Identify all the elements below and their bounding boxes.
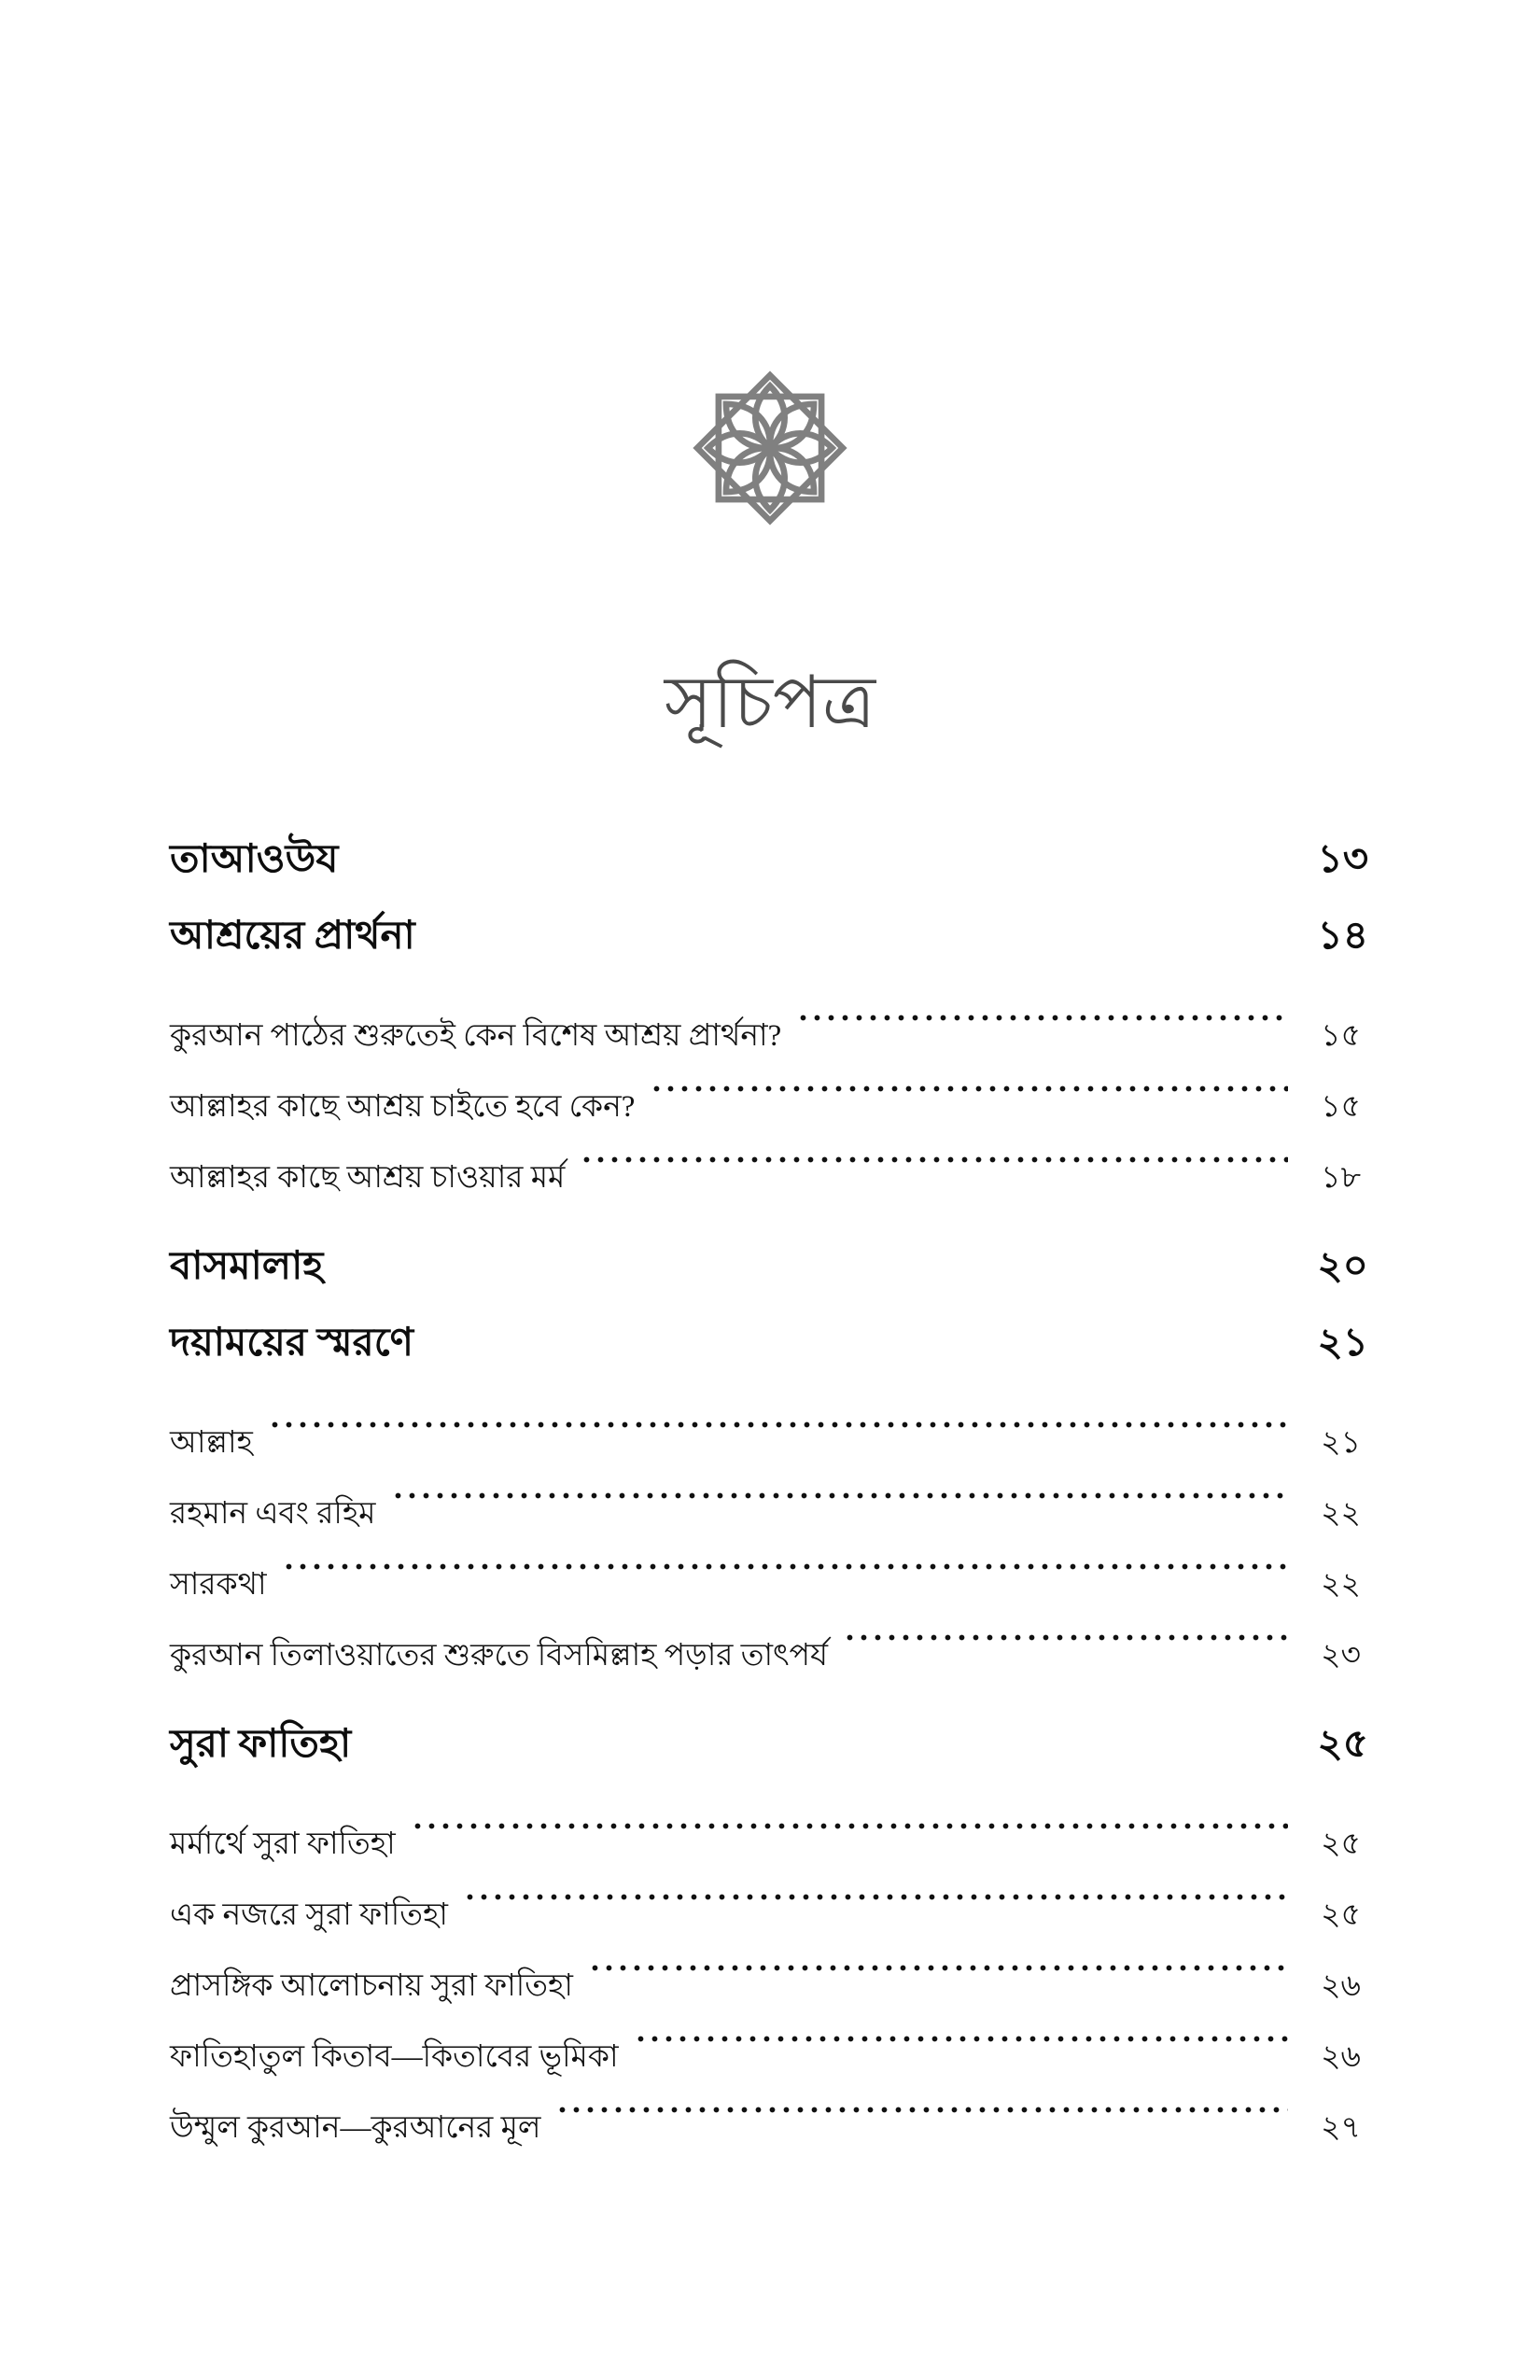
eight-pointed-star-flower-icon: [681, 359, 859, 537]
toc-section-label: দয়াময়ের স্মরণে: [170, 1322, 413, 1365]
toc-leader: [580, 1116, 1288, 1187]
toc-section-row[interactable]: [170, 898, 1374, 974]
toc-section-label: বাসমালাহ: [170, 1245, 324, 1288]
ornament-container: [0, 359, 1540, 537]
toc-entry-page: ২৫: [1321, 1827, 1361, 1861]
toc-entry-label: এক নজরে সুরা ফাতিহা: [170, 1898, 448, 1932]
toc-section-label: তাআওউয: [170, 838, 339, 881]
toc-entry-row[interactable]: [170, 1381, 1374, 1460]
toc-entry-page: ১৫: [1321, 1019, 1361, 1053]
toc-group: [170, 1305, 1374, 1673]
toc-section-label: আশ্রয়ের প্রার্থনা: [170, 915, 415, 958]
toc-section-row[interactable]: [170, 1305, 1374, 1381]
toc-leader: [268, 1381, 1288, 1452]
toc-leader: [411, 1783, 1288, 1854]
toc-section-page: ২০: [1317, 1245, 1368, 1288]
toc-section-row[interactable]: [170, 1706, 1374, 1783]
toc-section-row[interactable]: [170, 821, 1374, 898]
toc-entry-page: ২১: [1321, 1426, 1361, 1460]
toc-leader: [463, 1854, 1288, 1925]
toc-entry-label: কুরআন পাঠের শুরুতেই কেন বিশেষ আশ্রয় প্রার্থনা?: [170, 1019, 782, 1053]
toc-group: [170, 821, 1374, 898]
toc-entry-label: আল্লাহর কাছে আশ্রয় চাওয়ার মর্ম: [170, 1161, 566, 1195]
toc-section-page: ২১: [1317, 1322, 1368, 1365]
toc-section-page: ২৫: [1317, 1723, 1368, 1766]
toc-entry-row[interactable]: [170, 1594, 1374, 1673]
toc-leader: [282, 1523, 1288, 1594]
toc-entry-label: প্রাসঙ্গিক আলোচনায় সুরা ফাতিহা: [170, 1969, 573, 2003]
toc-section-page: ১৪: [1317, 915, 1368, 958]
toc-entry-page: ২৭: [1321, 2111, 1361, 2145]
toc-entry-page: ১৫: [1321, 1090, 1361, 1124]
toc-entry-page: ২২: [1321, 1497, 1361, 1531]
toc-group: [170, 898, 1374, 1195]
toc-entry-label: সারকথা: [170, 1568, 267, 1602]
toc-entry-page: ২৩: [1321, 1639, 1361, 1673]
toc-leader: [634, 1995, 1288, 2066]
toc-section-page: ১৩: [1317, 838, 1368, 881]
toc-group: [170, 1706, 1374, 2145]
toc-entry-label: মর্মার্থে সুরা ফাতিহা: [170, 1827, 396, 1861]
toc-section-label: সুরা ফাতিহা: [170, 1723, 352, 1766]
toc-entry-label: কুরআন তিলাওয়াতের শুরুতে বিসমিল্লাহ পড়ার তাৎপর্য: [170, 1639, 829, 1673]
toc-entry-label: আল্লাহর কাছে আশ্রয় চাইতে হবে কেন?: [170, 1090, 636, 1124]
toc-leader: [650, 1045, 1288, 1116]
toc-entry-row[interactable]: [170, 974, 1374, 1053]
toc-leader: [588, 1925, 1288, 1995]
toc-entry-page: ২৬: [1321, 2040, 1361, 2074]
toc-entry-label: উম্মুল কুরআন—কুরআনের মূল: [170, 2111, 541, 2145]
toc-group: [170, 1228, 1374, 1305]
table-of-contents: [170, 821, 1374, 2145]
toc-entry-row[interactable]: [170, 1523, 1374, 1602]
toc-entry-row[interactable]: [170, 1452, 1374, 1531]
page-title: সূচিপত্র: [664, 662, 876, 743]
toc-leader: [555, 2066, 1288, 2137]
toc-entry-label: রহমান এবং রহিম: [170, 1497, 376, 1531]
toc-entry-page: ২৫: [1321, 1898, 1361, 1932]
toc-entry-page: ২৬: [1321, 1969, 1361, 2003]
toc-section-row[interactable]: [170, 1228, 1374, 1305]
toc-entry-label: আল্লাহ: [170, 1426, 253, 1460]
toc-leader: [391, 1452, 1288, 1523]
toc-entry-page: ১৮: [1321, 1161, 1361, 1195]
toc-entry-label: ফাতিহাতুল কিতাব—কিতাবের ভূমিকা: [170, 2040, 619, 2074]
toc-leader: [796, 974, 1288, 1045]
toc-entry-page: ২২: [1321, 1568, 1361, 1602]
toc-entry-row[interactable]: [170, 1783, 1374, 1861]
toc-leader: [843, 1594, 1288, 1665]
